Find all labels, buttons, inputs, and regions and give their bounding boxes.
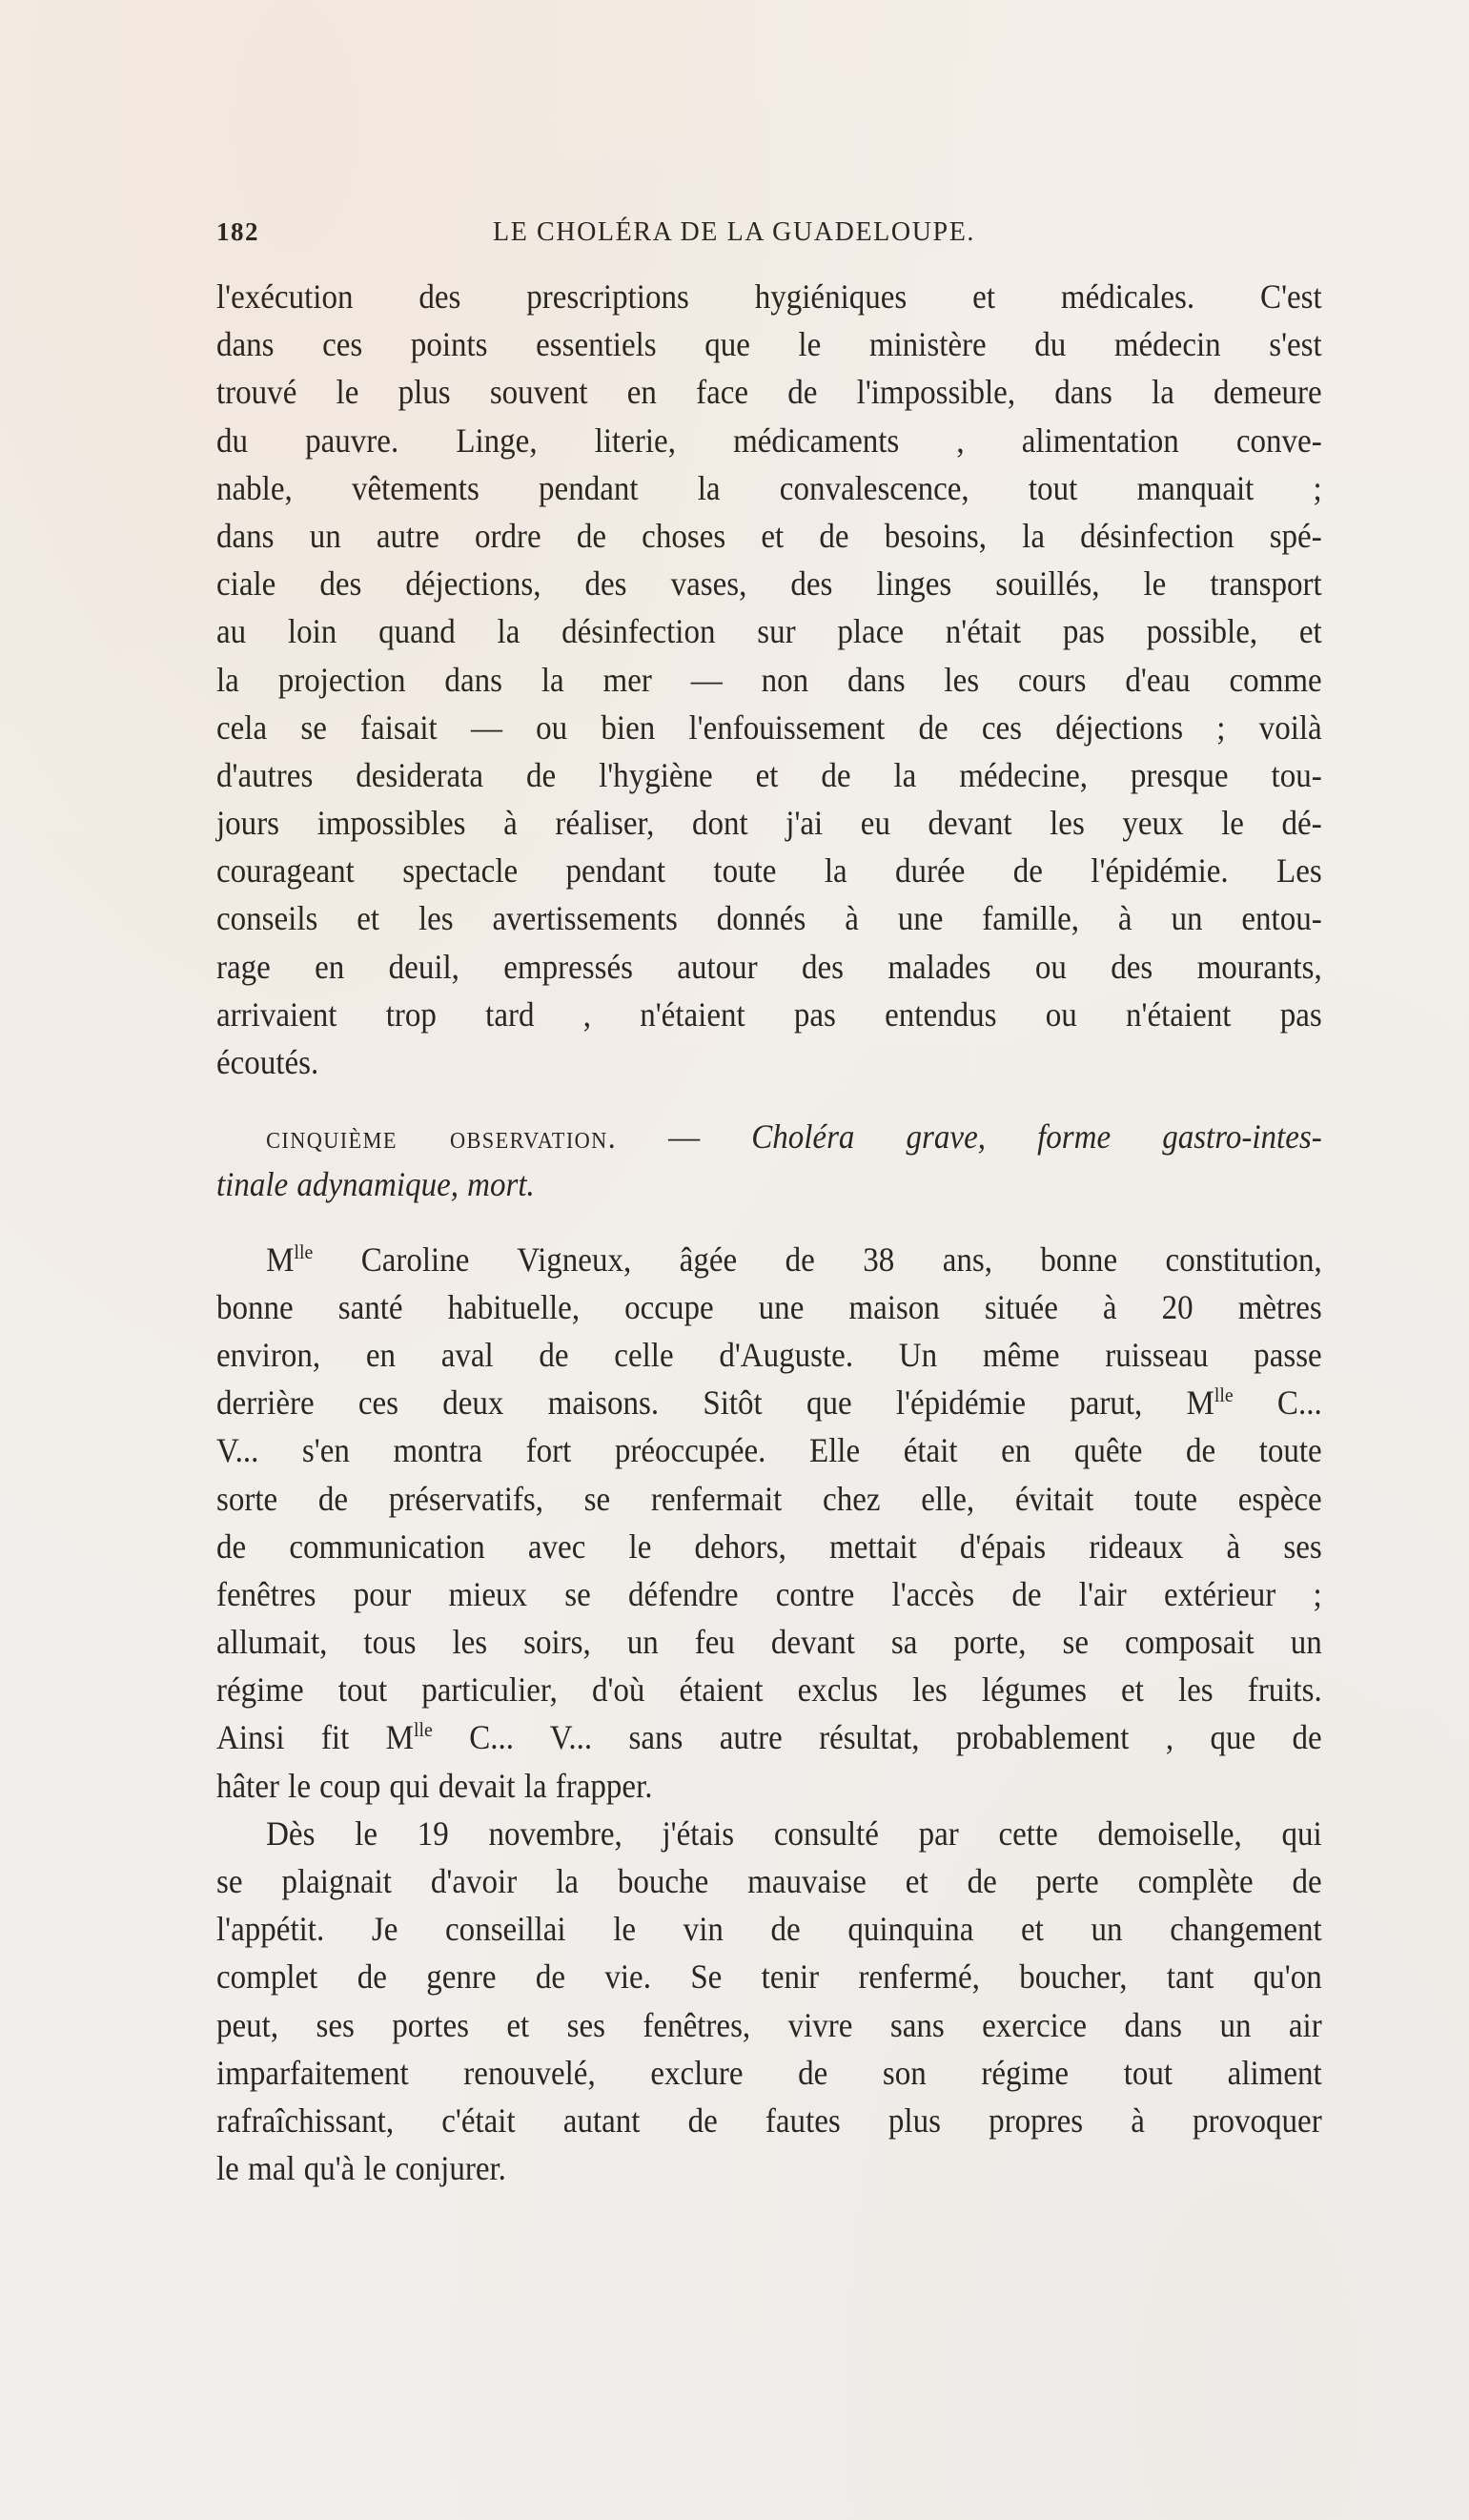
paragraph (216, 1810, 1322, 2193)
text-fragment: Ainsi fit M (216, 1718, 415, 1757)
text-line: conseils et les avertissements donnés à une famille, à un entou- (216, 899, 1322, 938)
text-line: d'autres desiderata de l'hygiène et de la médecine, presque tou- (216, 755, 1322, 794)
spacer (216, 1209, 1322, 1236)
text-line: dans ces points essentiels que le ministère du médecin s'est (216, 325, 1322, 364)
text-line (216, 1236, 1322, 1283)
text-line: rage en deuil, empressés autour des malades ou des mourants, (216, 947, 1322, 986)
text-line: Dès le 19 novembre, j'étais consulté par cette demoiselle, qui (266, 1813, 1322, 1853)
running-head (216, 208, 1322, 256)
text-line (216, 1379, 1322, 1426)
text-line: fenêtres pour mieux se défendre contre l'accès de l'air extérieur ; (216, 1574, 1322, 1613)
text-line: au loin quand la désinfection sur place n'était pas possible, et (216, 612, 1322, 651)
body-text (216, 273, 1322, 2192)
observation-label: cinquième observation. (266, 1120, 617, 1157)
text-line: de communication avec le dehors, mettait d'épais rideaux à ses (216, 1526, 1322, 1566)
text-line: régime tout particulier, d'où étaient exclus les légumes et les fruits. (216, 1670, 1322, 1710)
heading-line (216, 1113, 1322, 1160)
text-line: allumait, tous les soirs, un feu devant sa porte, se composait un (216, 1623, 1322, 1662)
text-fragment: C... V... sans autre résultat, probablement , que de (432, 1718, 1322, 1757)
observation-title: Choléra grave, forme gastro-intes- (751, 1117, 1322, 1157)
text-line: l'exécution des prescriptions hygiéniques et médicales. C'est (216, 277, 1322, 316)
text-line: arrivaient trop tard , n'étaient pas entendus ou n'étaient pas (216, 994, 1322, 1034)
text-line: se plaignait d'avoir la bouche mauvaise et de perte complète de (216, 1862, 1322, 1900)
running-title: LE CHOLÉRA DE LA GUADELOUPE. (493, 217, 975, 247)
text-line: cela se faisait — ou bien l'enfouissement de ces déjections ; voilà (216, 707, 1322, 747)
text-line: bonne santé habituelle, occupe une maison située à 20 mètres (216, 1287, 1322, 1326)
text-line: écoutés. (216, 1043, 319, 1081)
text-fragment: derrière ces deux maisons. Sitôt que l'épidémie parut, M (216, 1383, 1214, 1423)
text-line: courageant spectacle pendant toute la durée de l'épidémie. Les (216, 851, 1322, 891)
text-line: nable, vêtements pendant la convalescence, tout manquait ; (216, 468, 1322, 507)
heading-dash: — (616, 1117, 752, 1157)
text-line: sorte de préservatifs, se renfermait chez elle, évitait toute espèce (216, 1479, 1322, 1518)
page-number: 182 (216, 217, 259, 246)
text-line: environ, en aval de celle d'Auguste. Un même ruisseau passe (216, 1335, 1322, 1374)
text-line: dans un autre ordre de choses et de besoins, la désinfection spé- (216, 516, 1322, 555)
text-line: rafraîchissant, c'était autant de fautes plus propres à provoquer (216, 2100, 1322, 2140)
text-line: complet de genre de vie. Se tenir renfermé, boucher, tant qu'on (216, 1957, 1322, 1997)
text-line: trouvé le plus souvent en face de l'impossible, dans la demeure (216, 373, 1322, 412)
text-fragment: C... (1233, 1383, 1322, 1423)
text-line: V... s'en montra fort préoccupée. Elle était en quête de toute (216, 1431, 1322, 1470)
text-line: la projection dans la mer — non dans les cours d'eau comme (216, 660, 1322, 699)
text-line: hâter le coup qui devait la frapper. (216, 1766, 653, 1805)
text-line: jours impossibles à réaliser, dont j'ai eu devant les yeux le dé- (216, 804, 1322, 843)
text-fragment: Caroline Vigneux, âgée de 38 ans, bonne constitution, (313, 1240, 1322, 1279)
spacer (216, 1086, 1322, 1113)
text-line: le mal qu'à le conjurer. (216, 2149, 506, 2188)
text-fragment: M (266, 1240, 295, 1279)
text-line: ciale des déjections, des vases, des linges souillés, le transport (216, 564, 1322, 604)
superscript: lle (414, 1718, 433, 1742)
heading-line: tinale adynamique, mort. (216, 1165, 535, 1204)
text-line (216, 1713, 1322, 1761)
paragraph-continuation (216, 273, 1322, 1086)
book-page (216, 208, 1322, 2192)
text-line: peut, ses portes et ses fenêtres, vivre sans exercice dans un air (216, 2005, 1322, 2044)
text-line: imparfaitement renouvelé, exclure de son régime tout aliment (216, 2053, 1322, 2092)
superscript: lle (1214, 1383, 1234, 1407)
observation-heading (216, 1113, 1322, 1208)
text-line: du pauvre. Linge, literie, médicaments , alimentation conve- (216, 420, 1322, 460)
paragraph (216, 1236, 1322, 1810)
text-line: l'appétit. Je conseillai le vin de quinquina et un changement (216, 1910, 1322, 1949)
superscript: lle (294, 1240, 314, 1263)
